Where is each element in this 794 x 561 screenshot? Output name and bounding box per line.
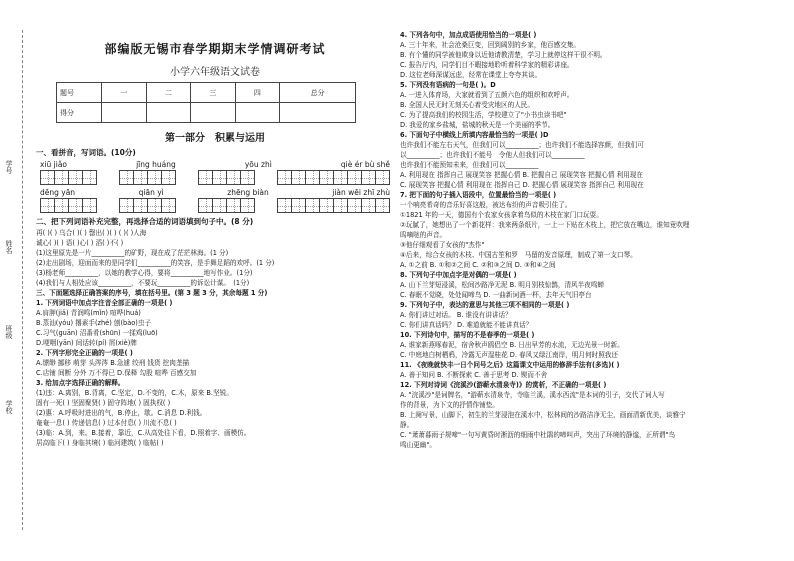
score-cell: 得分 bbox=[57, 103, 102, 123]
question-line: 也许我们不能预知未来，但我们可以__________ bbox=[400, 161, 539, 169]
score-cell: 一 bbox=[102, 83, 147, 103]
question-line: 呜嘀哒的声音。 bbox=[400, 231, 447, 239]
section-1-heading: 一、看拼音，写词语。(10分) bbox=[36, 148, 136, 157]
question-line: A. 谁家新燕啄春泥，宿舍秋声鸥侣空 B. 日出早芳的水流，无边光景一时新。 bbox=[400, 341, 624, 349]
question-line: 诚心( )( ) 语( )心( ) 滔( )不( ) bbox=[36, 239, 124, 247]
score-input-cell[interactable] bbox=[102, 103, 147, 123]
question-line: 3. 给加点字选择正确的解释。 bbox=[36, 379, 125, 387]
question-line: ②玩腻了，她想出了一个新花样：我来两条纸片，一上一下贴在木枝上，把它放在嘴边，谁知竟吹哩 bbox=[400, 221, 690, 229]
question-line: 4. 下列各句中，加点成语使用恰当的一项是( ) bbox=[400, 31, 537, 39]
char-grid[interactable] bbox=[198, 198, 255, 213]
question-line: 7. 把下面的句子插入语段中，位置最恰当的一项是( ) bbox=[400, 191, 557, 199]
question-line: A. 你们讲过对话。 B. 谁没有讲讲话？ bbox=[400, 311, 512, 319]
question-line: D. 我爱的家乡盐城，盐城的秋天是一个美丽的季节。 bbox=[400, 121, 555, 129]
question-line: A. 善于知问 B. 不断探索 C. 善于思考 D. 锲而不舍 bbox=[400, 371, 548, 379]
pinyin-row-2 bbox=[40, 188, 390, 197]
right-question-lines bbox=[400, 30, 785, 450]
score-cell: 总分 bbox=[280, 83, 356, 103]
question-line: ③他仔细观看了女孩的"杰作" bbox=[400, 241, 485, 249]
exam-title: 部编版无锡市春学期期末学情调研考试 bbox=[104, 42, 326, 56]
question-line: A. 三十年来，社会沧桑巨变，回到阔别的乡家，他百感交集。 bbox=[400, 41, 581, 49]
question-line: C. 春眠不觉晓，处处闻啼鸟 D. 一曲新词酒一杯，去年天气旧亭台 bbox=[400, 291, 592, 299]
side-class: 班级 bbox=[5, 325, 13, 339]
question-line: D.哽咽(yān) 间话转(pí) 屑(xiè)牌 bbox=[36, 339, 137, 347]
question-line: 三、下面题选择正确答案的序号，填在括号里。(第 3 题 3 分，其余每题 1 分) bbox=[36, 289, 268, 297]
question-line: B.蒸汕(yóu) 撂素手(zhé) 刨(bào)虫子 bbox=[36, 319, 152, 327]
question-line: 10. 下列诗句中，描写的不是春季的一项是( ) bbox=[400, 331, 535, 339]
question-line: A. 利用现在 指挥自己 展现笑容 把握心情 B. 把握自己 展现笑容 把握心情 利用现在 bbox=[400, 171, 643, 179]
question-line: A.肩胛(jiǎ) 青润鸣(mǐn) 喧哗(huá) bbox=[36, 309, 141, 317]
question-line: ④后来，综合女孩的木枝、中国古笙和罗 马留的发音原理，制成了第一支口琴。 bbox=[400, 251, 637, 259]
part-heading: 第一部分 积累与运用 bbox=[165, 133, 265, 144]
question-line: 以__________；也许我们不能号 令他人但我们可以__________ bbox=[400, 151, 585, 159]
question-line: (1)这里原先是一片__________的矿野，现在成了茫茫林海。(1 分) bbox=[36, 249, 229, 257]
question-line: 奄奄一息( ) 传递信息( ) 过本付息( ) 川流不息( ) bbox=[36, 419, 177, 427]
char-grid-row-1 bbox=[40, 170, 390, 185]
left-question-lines bbox=[36, 228, 394, 448]
question-line: 2. 下列字形完全正确的一项是( ) bbox=[36, 349, 133, 357]
question-line: 11. 《夜晚就快丰一日个问号之后》这篇课文中运用的修辞手法有(多选)( ) bbox=[400, 361, 620, 369]
side-no: 学号 bbox=[5, 160, 13, 174]
score-table bbox=[56, 82, 356, 123]
score-input-cell[interactable] bbox=[235, 103, 280, 123]
question-line: 8. 下列句子中加点字是对偶的一项是( ) bbox=[400, 271, 517, 279]
pinyin-row-1 bbox=[40, 160, 390, 169]
question-line: 一个响亮希奇的音乐好喜这般，被达布纷的声音吸引住了。 bbox=[400, 201, 572, 209]
question-line: B. 有个懂的同学被他欺身以近他请教清楚，学习上就停这样干很不明。 bbox=[400, 51, 607, 59]
score-input-cell[interactable] bbox=[280, 103, 356, 123]
question-line: 6. 下面句子中横线上所填内容最恰当的一项是( )D bbox=[400, 131, 549, 139]
question-line: (2)走出剧场，迎面而来的是同学们__________的笑容，是手舞足蹈的欢呼。(1 分) bbox=[36, 259, 275, 267]
question-line: 再( )( ) 乌合( )( ) 罄出( )( ) ( )( )人海 bbox=[36, 229, 147, 237]
left-column bbox=[36, 30, 394, 448]
question-line: A. ①之前 B. ①和②之间 C. ②和③之间 D. ③和④之间 bbox=[400, 261, 556, 269]
score-cell: 三 bbox=[191, 83, 236, 103]
question-line: A. "浣溪沙"是词牌名，"游蕲水清泉寺，寺临兰溪，溪水西流"是本词的引子，交代了词人写 bbox=[400, 391, 665, 399]
char-grid[interactable] bbox=[119, 170, 176, 185]
question-line: 1. 下列词语中加点字注音全部正确的一项是( ) bbox=[36, 299, 173, 307]
question-line: (2)惠：A.呼吸时进出的气，B.停止，歇。C.消息 D.利钱。 bbox=[36, 409, 207, 417]
question-line: C. 你们讲真话吗？ D. 难道就能不能讲真话？ bbox=[400, 321, 533, 329]
score-cell: 四 bbox=[235, 83, 280, 103]
section-2-heading: 二、把下列词语补充完整，再选择合适的词语填到句子中。(8 分) bbox=[36, 217, 254, 226]
question-line: 9. 下列句子中，表达的意思与其他三项不相同的一项是( ) bbox=[400, 301, 570, 309]
question-line: A.缥缈 挪移 萌芽 头涔涔 B.急遽 绞刑 钱货 挖肉垄描 bbox=[36, 359, 190, 367]
pinyin: dēng yān bbox=[40, 188, 76, 197]
score-input-cell[interactable] bbox=[191, 103, 236, 123]
question-line: C. 为了提高我们的校园生活，学校建立了"小书虫读书吧" bbox=[400, 111, 567, 119]
char-grid-row-2 bbox=[40, 198, 390, 213]
question-line: C.习气(guān) 沼番肴(shūn) 一揉鸡(luō) bbox=[36, 329, 158, 337]
question-line: 静。 bbox=[400, 421, 414, 429]
side-school: 学校 bbox=[5, 400, 13, 414]
binding-line bbox=[22, 30, 23, 530]
score-value-row bbox=[57, 103, 356, 123]
question-line: (3)杨老师__________，以她的教学心得，要将__________地写作业。(1分) bbox=[36, 269, 253, 277]
question-line: (4)我们与人相处应该__________，不要玩__________的诉讼计谋。 (1分) bbox=[36, 279, 250, 287]
pinyin: jīng huáng bbox=[136, 160, 176, 169]
score-input-cell[interactable] bbox=[146, 103, 191, 123]
question-line: C.店铺 间断 分外 万不得已 D.保释 勾股 喧哗 百感交加 bbox=[36, 369, 197, 377]
question-line: (3)临：A.到，来。B.接着，靠近，C.从高处往下看，D.照着字、画模仿。 bbox=[36, 429, 251, 437]
char-grid[interactable] bbox=[198, 170, 255, 185]
pinyin: xiū jiǎo bbox=[40, 160, 68, 169]
question-line: B. 上阕写景，山脚下，初生的兰芽浸泡在溪水中，松林间的沙路洁净无尘，画面清新优美，谈雅宁 bbox=[400, 411, 686, 419]
question-line: D. 这位老师深谋远虑，经常在课堂上夸夸其谈。 bbox=[400, 71, 542, 79]
question-line: C. 报告厅内，同学们目不暇接地聆听着科学家的精彩讲座。 bbox=[400, 61, 574, 69]
pinyin: yōu zhì bbox=[244, 160, 272, 169]
question-line: 作的背景，为下文的抒情作铺垫。 bbox=[400, 401, 499, 409]
question-line: B. 全国人民无时无刻关心着受灾地区的人民。 bbox=[400, 101, 534, 109]
char-grid[interactable] bbox=[40, 170, 97, 185]
char-grid[interactable] bbox=[40, 198, 97, 213]
question-line: 也许我们不能左右天气，但我们可以__________；也许我们不能选择容颜，但我们可 bbox=[400, 141, 644, 149]
question-line: A. 一进入体育场，大家就看到了五颜六色的组织和欢呼声。 bbox=[400, 91, 574, 99]
pinyin: jiàn wēi zhī zhù bbox=[332, 188, 390, 197]
char-grid[interactable] bbox=[119, 198, 176, 213]
question-line: 固有一死( ) 坚固聚贤( ) 固守阵地( ) 固执权( ) bbox=[36, 399, 171, 407]
question-line: ①1821 年的一天，德国有个农家女孩拿着鸟似的木枝在家门口玩耍。 bbox=[400, 211, 603, 219]
question-line: C. 展现笑容 把握心情 利用现在 指挥自己 D. 把握心情 展现笑容 指挥自己 利用现在 bbox=[400, 181, 644, 189]
score-header-row bbox=[57, 83, 356, 103]
score-cell: 二 bbox=[146, 83, 191, 103]
question-line: 鸣山更幽"。 bbox=[400, 441, 437, 449]
side-name: 姓名 bbox=[5, 240, 13, 254]
question-line: 5. 下列没有语病的一句是( )。D bbox=[400, 81, 496, 89]
score-cell: 题号 bbox=[57, 83, 102, 103]
question-line: A. 山下兰芽短浸溪，松间沙路净无泥 B. 明月别枝惊鹊，清风半夜鸣蝉 bbox=[400, 281, 605, 289]
pinyin: qiān yì bbox=[138, 188, 164, 197]
pinyin: qiè ér bù shě bbox=[340, 160, 390, 169]
exam-subtitle: 小学六年级语文试卷 bbox=[170, 67, 260, 78]
pinyin: zhēng biàn bbox=[227, 188, 269, 197]
question-line: (1)违：A.离别，B.背离，C.坚定，D.不变的，C.木，原来 B.坚锐。 bbox=[36, 389, 233, 397]
question-line: 居高临下( ) 身临其境( ) 临河建筑( ) 临帖( ) bbox=[36, 439, 164, 447]
question-line: C. "萧萧暮雨子规啼"一句写黄昏时淅沥的细雨中杜鹃的啼叫声，突出了环境的静谧，正所谓"鸟 bbox=[400, 431, 676, 439]
char-grid[interactable] bbox=[277, 170, 390, 185]
question-line: 12. 下列对诗词《浣溪沙(游蕲水清泉寺)》的赏析，不正确的一项是( ) bbox=[400, 381, 607, 389]
question-line: C. 中庭地白树栖鸦，冷露无声湿桂花 D. 春风又绿江南岸，明月何时照我还 bbox=[400, 351, 618, 359]
char-grid[interactable] bbox=[277, 198, 390, 213]
right-column bbox=[400, 30, 785, 450]
